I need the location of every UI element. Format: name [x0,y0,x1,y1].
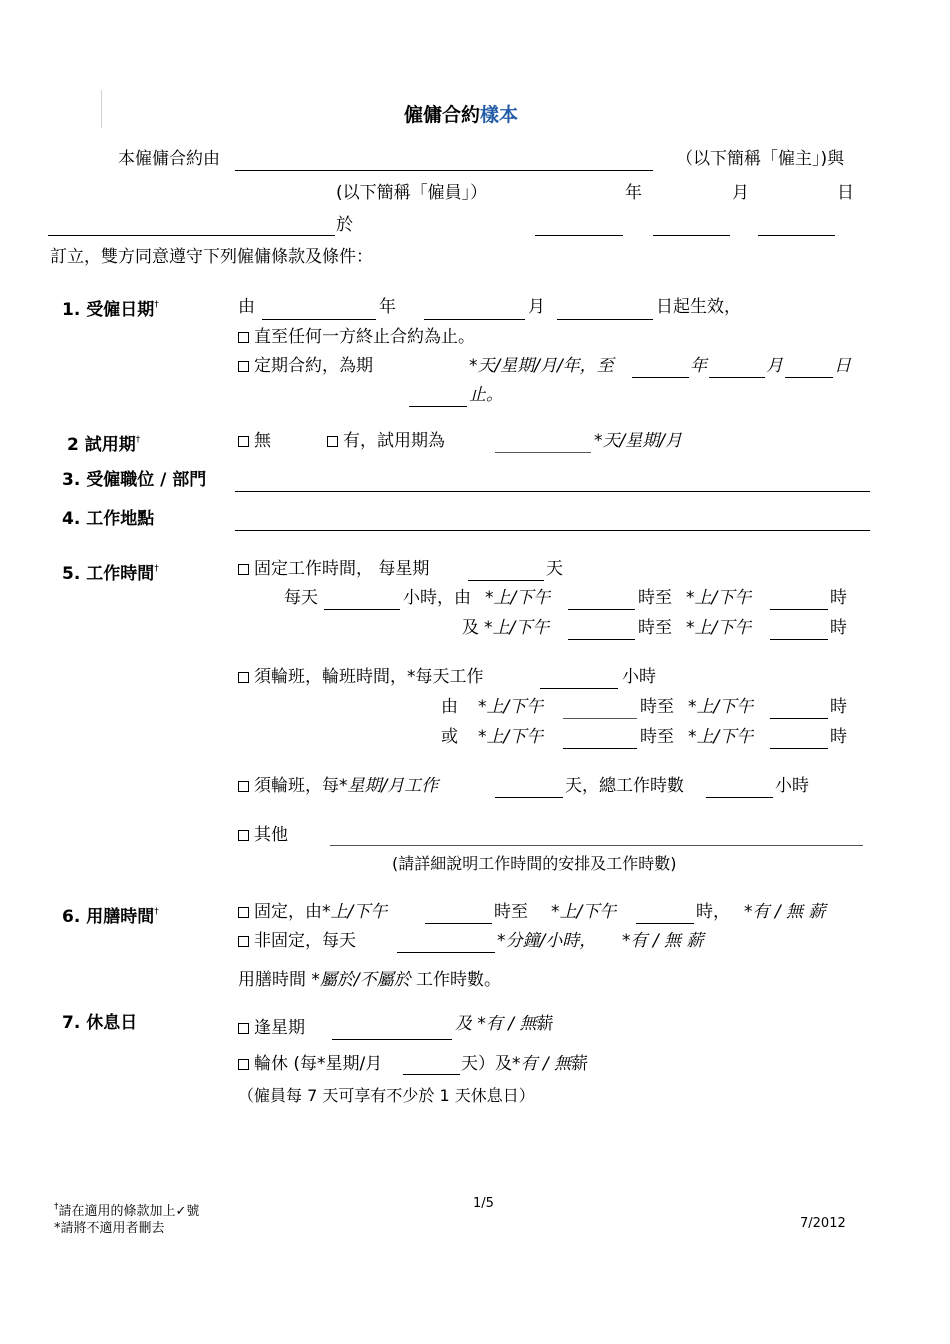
footer-note-1-text: 請在適用的條款加上✓號 [58,1204,200,1219]
s5-hours-per-day-field[interactable] [324,609,400,610]
s1-end-month-field[interactable] [709,377,765,378]
s5-total-hours-field[interactable] [706,797,773,798]
s7-rotating-days-field[interactable] [403,1074,460,1075]
intro-employee-label: (以下簡稱「僱員」） [336,183,488,203]
s2-option-none[interactable] [238,430,271,452]
s6-hour: 時， [696,902,730,922]
s5-to-2: 時至 [638,618,672,638]
s5-shift2-text: 須輪班，每 [254,776,339,796]
s2-none-text: 無 [254,431,271,451]
s7-pay-2: 薪 [571,1054,589,1074]
checkbox-icon[interactable] [238,436,249,447]
s6-start-field[interactable] [425,923,492,924]
s1-option1-text: 直至任何一方終止合約為止。 [254,327,475,347]
checkbox-icon[interactable] [238,332,249,343]
s7-opt2-pay [461,1053,588,1075]
page-number: 1/5 [473,1196,494,1211]
section-6-title: 6. 用膳時間 [62,907,155,927]
version-date: 7/2012 [800,1216,846,1231]
s1-units: *天/星期/月/年，至 [469,356,614,376]
s5-fixed-text: 固定工作時間， 每星期 [254,559,430,579]
s2-units: *天/星期/月 [594,431,682,451]
s5-to-4: 時至 [640,727,674,747]
dagger-mark: † [54,1202,59,1212]
section-2-label [67,429,140,456]
s6-ampm-1: *上/下午 [322,902,388,922]
intro-agreement-text: 訂立，雙方同意遵守下列僱傭條款及條件： [50,247,373,267]
position-department-field[interactable] [235,491,870,492]
s7-note: （僱員每 7 天可享有不少於 1 天休息日） [238,1086,535,1105]
margin-marker [101,90,102,128]
section-5-title: 5. 工作時間 [62,564,155,584]
s5-other-text: 其他 [254,825,288,845]
s1-month-label: 月 [528,297,545,317]
s5-option-shift[interactable] [238,666,484,688]
employer-name-field[interactable] [235,170,653,171]
s7-and-2: 天）及 [461,1054,512,1074]
s2-period-field[interactable] [495,452,591,453]
s6-ampm-2: *上/下午 [551,902,617,922]
s5-ampm-7: *上/下午 [478,727,544,747]
s1-start-year-field[interactable] [262,319,376,320]
s1-end-year-field[interactable] [632,377,689,378]
intro-year-field[interactable] [535,235,623,236]
checkbox-icon[interactable] [238,830,249,841]
s5-or: 或 [441,727,458,747]
s6-paid-2: *有 / 無 薪 [622,931,704,951]
s6-to: 時至 [494,902,528,922]
s5-end-time-2-field[interactable] [770,639,828,640]
s7-and-1: 及 [455,1014,472,1034]
s5-hour-1: 時 [830,588,847,608]
intro-at-label: 於 [336,215,353,235]
s5-option-shift-2[interactable] [238,775,438,797]
s6-nonfixed-text: 非固定，每天 [254,931,356,951]
footer-note-1 [54,1198,199,1221]
s5-hours-label: 小時 [622,667,656,687]
s5-and: 及 [462,618,479,638]
s1-end-year-label: 年 [690,356,707,376]
s6-option-nonfixed[interactable] [238,930,356,952]
s7-opt2-text: 輪休 (每*星期/月 [254,1054,383,1074]
s1-start-month-field[interactable] [424,319,525,320]
section-3-label: 3. 受僱職位 / 部門 [62,470,207,490]
s1-end-month-label: 月 [766,356,783,376]
s7-opt1-text: 逢星期 [254,1018,305,1038]
s5-option-fixed[interactable] [238,558,429,580]
section-7-label: 7. 休息日 [62,1013,138,1033]
work-location-field[interactable] [235,530,870,531]
s5-to-1: 時至 [638,588,672,608]
s6-paid-1: *有 / 無 薪 [744,902,826,922]
s7-weekday-field[interactable] [332,1039,452,1040]
s5-ampm-1: *上/下午 [485,588,551,608]
s7-option-weekday[interactable] [238,1017,305,1039]
s1-option-until-terminated[interactable] [238,326,475,348]
checkbox-icon[interactable] [238,672,249,683]
footer-note-2: *請將不適用者刪去 [54,1221,165,1236]
section-4-label: 4. 工作地點 [62,509,155,529]
checkbox-icon[interactable] [238,1059,249,1070]
s5-hour-3: 時 [830,697,847,717]
s2-yes-text: 有，試用期為 [343,431,445,451]
intro-year-label: 年 [625,183,642,203]
s6-min-hour: *分鐘/小時， [497,931,597,951]
s5-hour-2: 時 [830,618,847,638]
s5-shift-end-1-field[interactable] [770,718,828,719]
s1-year-label: 年 [379,297,396,317]
checkbox-icon[interactable] [238,361,249,372]
s5-other-field[interactable] [330,845,863,846]
s5-total-hours-label: 小時 [775,776,809,796]
s1-end-label: 止。 [469,385,503,405]
s6-end-field[interactable] [636,923,694,924]
checkbox-icon[interactable] [238,781,249,792]
s1-option-fixed-term[interactable] [238,355,373,377]
s1-start-day-field[interactable] [557,319,653,320]
s5-days-per-week-field[interactable] [468,580,544,581]
s5-daily-label: 每天 [284,588,318,608]
section-1-title: 1. 受僱日期 [62,300,155,320]
s5-ampm-3: *上/下午 [484,618,550,638]
s7-opt1-pay [455,1013,553,1035]
checkbox-icon[interactable] [238,936,249,947]
s7-paid-1: *有 / 無 [477,1014,537,1034]
s1-end-day-label: 日 [834,356,851,376]
s7-pay-1: 薪 [536,1014,554,1034]
s5-from: 由 [441,697,458,717]
dagger-mark: † [154,300,159,310]
s5-start-time-1-field[interactable] [568,609,635,610]
dagger-mark: † [154,907,159,917]
s5-shift-text: 須輪班，輪班時間，*每天工作 [254,667,484,687]
s5-hours-from: 小時，由 [403,588,471,608]
s6-count-italic: *屬於/不屬於 [311,970,411,990]
s7-paid-2: *有 / 無 [512,1054,572,1074]
s5-days-label: 天 [546,559,563,579]
s6-option-fixed[interactable] [238,901,387,923]
s5-shift-hours-field[interactable] [540,688,618,689]
s6-duration-field[interactable] [397,952,495,953]
section-1-label [62,294,159,321]
s5-ampm-6: *上/下午 [688,697,754,717]
intro-day-field[interactable] [758,235,835,236]
title-accent: 樣本 [480,104,519,126]
s6-count-prefix: 用膳時間 [238,970,312,990]
page-title [404,104,518,126]
intro-month-field[interactable] [653,235,730,236]
section-6-label [62,901,159,928]
intro-day-label: 日 [837,183,854,203]
s5-shift-end-2-field[interactable] [770,748,828,749]
s5-ampm-5: *上/下午 [478,697,544,717]
s5-ampm-4: *上/下午 [686,618,752,638]
s5-other-note: (請詳細說明工作時間的安排及工作時數) [392,854,677,873]
s1-period-field[interactable] [409,406,467,407]
s5-shift2-units: *星期/月工作 [339,776,439,796]
dagger-mark: † [135,435,141,445]
s1-effective-label: 日起生效， [656,297,741,317]
s1-end-day-field[interactable] [785,377,833,378]
intro-prefix: 本僱傭合約由 [118,149,220,169]
s5-option-other[interactable] [238,824,288,846]
s5-ampm-2: *上/下午 [686,588,752,608]
s6-count-text [238,969,501,991]
s7-option-rotating[interactable] [238,1053,382,1075]
s5-shift-start-1-field[interactable] [563,718,637,719]
s6-fixed-text: 固定，由 [254,902,322,922]
checkbox-icon[interactable] [238,907,249,918]
checkbox-icon[interactable] [238,1023,249,1034]
checkbox-icon[interactable] [238,564,249,575]
s5-shift2-days-field[interactable] [495,797,563,798]
section-5-label [62,558,159,585]
intro-month-label: 月 [732,183,749,203]
s1-option2-text: 定期合約，為期 [254,356,373,376]
intro-employer-suffix: （以下簡稱「僱主」)與 [676,149,845,169]
s5-ampm-8: *上/下午 [688,727,754,747]
title-main: 僱傭合約 [404,104,481,126]
s5-shift2-days-label: 天，總工作時數 [565,776,684,796]
section-2-title: 2 試用期 [67,435,136,455]
checkbox-icon[interactable] [327,436,338,447]
s5-shift-start-2-field[interactable] [563,748,637,749]
s2-option-yes[interactable] [327,430,445,452]
s6-count-suffix: 工作時數。 [410,970,502,990]
s5-end-time-1-field[interactable] [770,609,828,610]
s5-to-3: 時至 [640,697,674,717]
s1-from: 由 [238,297,255,317]
employee-name-field[interactable] [48,235,335,236]
s5-hour-4: 時 [830,727,847,747]
s5-start-time-2-field[interactable] [568,639,635,640]
dagger-mark: † [154,564,159,574]
